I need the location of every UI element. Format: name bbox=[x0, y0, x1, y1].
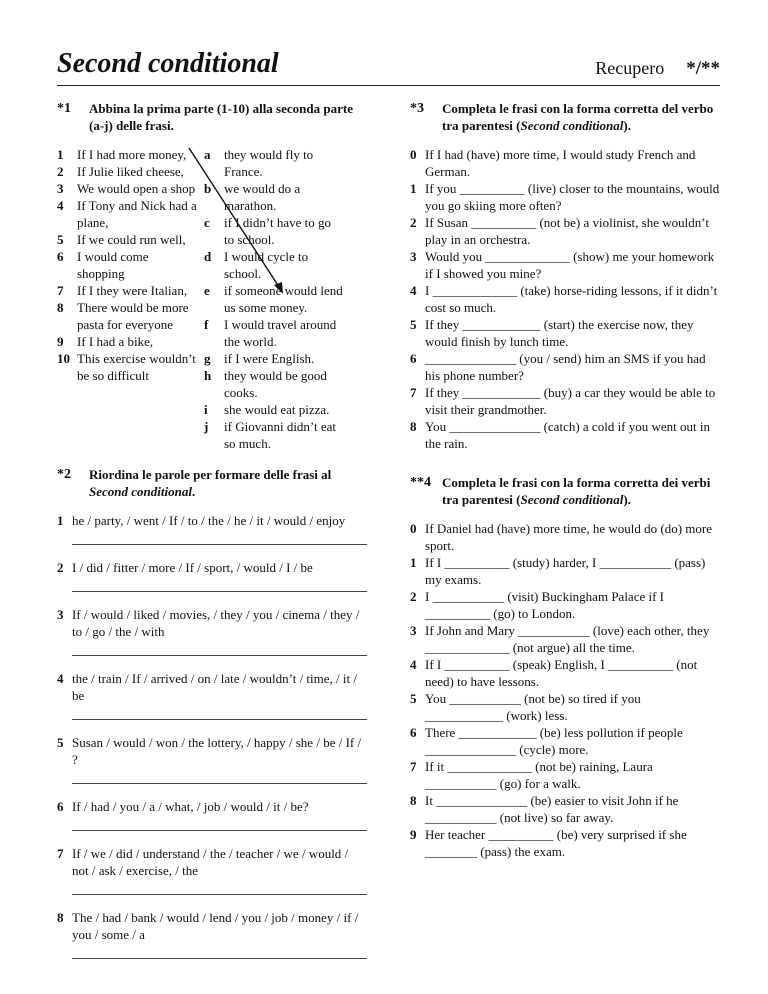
item-number: 9 bbox=[57, 334, 64, 349]
item-number: 10 bbox=[57, 351, 70, 366]
list-item bbox=[57, 146, 199, 163]
list-item bbox=[204, 367, 344, 401]
ex4-heading bbox=[410, 474, 720, 508]
item-number: f bbox=[204, 317, 209, 332]
item-number: a bbox=[204, 147, 211, 162]
list-item bbox=[204, 282, 344, 316]
item-text: Susan / would / won / the lottery, / happy / she / be / If / ? bbox=[72, 735, 362, 767]
list-item bbox=[57, 559, 367, 576]
item-number: 3 bbox=[57, 607, 64, 622]
list-item bbox=[410, 758, 720, 792]
item-text: If / would / liked / movies, / they / you / cinema / they / to / go / the / with bbox=[72, 607, 360, 639]
list-item bbox=[204, 350, 344, 367]
item-text: If / had / you / a / what, / job / would / it / be? bbox=[72, 799, 309, 814]
list-item bbox=[410, 146, 720, 180]
item-text: he / party, / went / If / to / the / he / it / would / enjoy bbox=[72, 513, 346, 528]
ex1-first-parts bbox=[57, 146, 199, 384]
item-text: I _____________ (take) horse-riding lessons, if it didn’t cost so much. bbox=[425, 283, 718, 315]
item-text: If Tony and Nick had a plane, bbox=[77, 198, 197, 230]
list-item bbox=[57, 845, 367, 879]
list-item bbox=[410, 554, 720, 588]
item-number: 2 bbox=[410, 589, 417, 604]
ex4-items bbox=[410, 520, 720, 860]
item-number: h bbox=[204, 368, 212, 383]
ex1-second-parts bbox=[204, 146, 344, 452]
list-item bbox=[57, 512, 367, 529]
answer-line[interactable] bbox=[72, 640, 367, 656]
item-number: 9 bbox=[410, 827, 417, 842]
list-item bbox=[410, 520, 720, 554]
item-number: 0 bbox=[410, 521, 417, 536]
ex1-matching bbox=[57, 146, 367, 451]
list-item bbox=[57, 350, 199, 384]
item-text: if I didn’t have to go to school. bbox=[224, 215, 331, 247]
list-item bbox=[410, 724, 720, 758]
ex3-number: *3 bbox=[410, 101, 424, 116]
list-item bbox=[204, 401, 344, 418]
ex4-instruction: Completa le frasi con la forma corretta dei verbi tra parentesi ( bbox=[442, 475, 711, 507]
item-text: I would travel around the world. bbox=[224, 317, 337, 349]
ex1-instruction: Abbina la prima parte (1-10) alla seconda parte (a-j) delle frasi. bbox=[89, 101, 353, 133]
item-text: she would eat pizza. bbox=[224, 402, 330, 417]
item-number: 2 bbox=[410, 215, 417, 230]
list-item bbox=[410, 180, 720, 214]
list-item bbox=[410, 588, 720, 622]
item-number: c bbox=[204, 215, 210, 230]
item-number: 8 bbox=[410, 793, 417, 808]
item-number: 8 bbox=[57, 910, 64, 925]
item-text: If you __________ (live) closer to the mountains, would you go skiing more often? bbox=[425, 181, 720, 213]
list-item bbox=[57, 734, 367, 768]
answer-line[interactable] bbox=[72, 768, 367, 784]
item-text: they would fly to France. bbox=[224, 147, 314, 179]
list-item bbox=[57, 606, 367, 640]
item-number: i bbox=[204, 402, 208, 417]
item-text: If it _____________ (not be) raining, Laura ___________ (go) for a walk. bbox=[425, 759, 653, 791]
difficulty-stars: */** bbox=[686, 58, 720, 79]
ex2-number: *2 bbox=[57, 467, 71, 482]
ex4-instruction-emph: Second conditional bbox=[520, 492, 624, 507]
item-number: 1 bbox=[57, 147, 64, 162]
list-item bbox=[410, 690, 720, 724]
answer-line[interactable] bbox=[72, 943, 367, 959]
ex3-instruction-emph: Second conditional bbox=[520, 118, 624, 133]
item-number: e bbox=[204, 283, 210, 298]
page-level bbox=[595, 58, 720, 80]
item-text: If Julie liked cheese, bbox=[77, 164, 184, 179]
item-number: 8 bbox=[57, 300, 64, 315]
item-text: If we could run well, bbox=[77, 232, 186, 247]
list-item bbox=[204, 248, 344, 282]
item-text: If I __________ (study) harder, I ___________ (pass) my exams. bbox=[425, 555, 706, 587]
item-number: 5 bbox=[57, 735, 64, 750]
item-text: Would you _____________ (show) me your homework if I showed you mine? bbox=[425, 249, 715, 281]
header-divider bbox=[57, 85, 720, 86]
ex4-instruction-end: ). bbox=[623, 492, 631, 507]
page-title: Second conditional bbox=[57, 48, 279, 79]
item-text: if I were English. bbox=[224, 351, 315, 366]
item-number: 5 bbox=[410, 317, 417, 332]
list-item bbox=[410, 316, 720, 350]
list-item bbox=[410, 214, 720, 248]
item-number: 2 bbox=[57, 164, 64, 179]
item-text: You ______________ (catch) a cold if you went out in the rain. bbox=[425, 419, 711, 451]
list-item bbox=[410, 656, 720, 690]
item-text: I would come shopping bbox=[77, 249, 149, 281]
list-item bbox=[410, 248, 720, 282]
list-item bbox=[57, 197, 199, 231]
list-item bbox=[410, 282, 720, 316]
ex2-instruction-emph: Second conditional bbox=[89, 484, 192, 499]
item-text: If they ____________ (start) the exercise now, they would finish by lunch time. bbox=[425, 317, 694, 349]
answer-line[interactable] bbox=[72, 879, 367, 895]
item-number: 4 bbox=[410, 283, 417, 298]
ex1-number: *1 bbox=[57, 101, 71, 116]
ex1-heading bbox=[57, 100, 367, 134]
answer-line[interactable] bbox=[72, 576, 367, 592]
item-number: 7 bbox=[57, 846, 64, 861]
list-item bbox=[410, 350, 720, 384]
item-number: 1 bbox=[410, 181, 417, 196]
item-text: they would be good cooks. bbox=[224, 368, 327, 400]
item-number: 1 bbox=[57, 513, 64, 528]
item-text: It ______________ (be) easier to visit John if he ___________ (not live) so far away. bbox=[425, 793, 679, 825]
item-number: 8 bbox=[410, 419, 417, 434]
item-number: 6 bbox=[410, 725, 417, 740]
item-number: j bbox=[204, 419, 209, 434]
item-text: I / did / fitter / more / If / sport, / would / I / be bbox=[72, 560, 313, 575]
list-item bbox=[57, 231, 199, 248]
list-item bbox=[57, 333, 199, 350]
item-number: 4 bbox=[57, 671, 64, 686]
item-text: if Giovanni didn’t eat so much. bbox=[224, 419, 337, 451]
item-number: 0 bbox=[410, 147, 417, 162]
item-number: 5 bbox=[57, 232, 64, 247]
item-number: 6 bbox=[410, 351, 417, 366]
item-number: 3 bbox=[410, 249, 417, 264]
list-item bbox=[57, 180, 199, 197]
item-text: Her teacher __________ (be) very surprised if she ________ (pass) the exam. bbox=[425, 827, 687, 859]
left-column bbox=[57, 100, 367, 973]
item-text: If / we / did / understand / the / teacher / we / would / not / ask / exercise, / the bbox=[72, 846, 349, 878]
item-number: 3 bbox=[57, 181, 64, 196]
item-number: 2 bbox=[57, 560, 64, 575]
item-number: 4 bbox=[57, 198, 64, 213]
item-number: b bbox=[204, 181, 212, 196]
item-text: I would cycle to school. bbox=[224, 249, 309, 281]
list-item bbox=[57, 670, 367, 704]
item-number: g bbox=[204, 351, 211, 366]
item-text: There would be more pasta for everyone bbox=[77, 300, 189, 332]
item-number: 7 bbox=[57, 283, 64, 298]
ex3-items bbox=[410, 146, 720, 452]
list-item bbox=[204, 146, 344, 180]
item-text: we would do a marathon. bbox=[224, 181, 301, 213]
item-text: This exercise wouldn’t be so difficult bbox=[77, 351, 196, 383]
answer-line[interactable] bbox=[72, 529, 367, 545]
item-number: 7 bbox=[410, 759, 417, 774]
list-item bbox=[204, 316, 344, 350]
answer-line[interactable] bbox=[72, 704, 367, 720]
list-item bbox=[204, 180, 344, 214]
item-number: 4 bbox=[410, 657, 417, 672]
item-text: If I had a bike, bbox=[77, 334, 154, 349]
item-text: There ____________ (be) less pollution if people ______________ (cycle) more. bbox=[425, 725, 683, 757]
list-item bbox=[410, 384, 720, 418]
list-item bbox=[204, 418, 344, 452]
item-text: We would open a shop bbox=[77, 181, 196, 196]
ex2-items bbox=[57, 512, 367, 959]
item-number: 5 bbox=[410, 691, 417, 706]
item-text: I ___________ (visit) Buckingham Palace if I __________ (go) to London. bbox=[425, 589, 665, 621]
answer-line[interactable] bbox=[72, 815, 367, 831]
ex2-heading bbox=[57, 466, 367, 500]
item-text: You ___________ (not be) so tired if you ____________ (work) less. bbox=[425, 691, 641, 723]
item-text: if someone would lend us some money. bbox=[224, 283, 343, 315]
item-text: If I they were Italian, bbox=[77, 283, 188, 298]
ex4-number: **4 bbox=[410, 475, 431, 490]
item-text: If I had (have) more time, I would study French and German. bbox=[425, 147, 696, 179]
ex3-instruction-end: ). bbox=[623, 118, 631, 133]
item-text: If I __________ (speak) English, I __________ (not need) to have lessons. bbox=[425, 657, 698, 689]
item-text: If they ____________ (buy) a car they would be able to visit their grandmother. bbox=[425, 385, 716, 417]
item-text: If Daniel had (have) more time, he would do (do) more sport. bbox=[425, 521, 712, 553]
list-item bbox=[204, 214, 344, 248]
list-item bbox=[410, 826, 720, 860]
item-number: 3 bbox=[410, 623, 417, 638]
list-item bbox=[57, 798, 367, 815]
ex2-instruction: Riordina le parole per formare delle frasi al bbox=[89, 467, 332, 482]
item-number: d bbox=[204, 249, 212, 264]
list-item bbox=[410, 792, 720, 826]
list-item bbox=[57, 248, 199, 282]
list-item bbox=[57, 282, 199, 299]
list-item bbox=[57, 163, 199, 180]
ex2-instruction-end: . bbox=[191, 484, 196, 499]
item-text: ______________ (you / send) him an SMS if you had his phone number? bbox=[425, 351, 706, 383]
item-text: The / had / bank / would / lend / you / job / money / if / you / some / a bbox=[72, 910, 359, 942]
list-item bbox=[57, 909, 367, 943]
level-label: Recupero bbox=[595, 58, 665, 78]
right-column bbox=[410, 100, 720, 860]
list-item bbox=[57, 299, 199, 333]
item-number: 1 bbox=[410, 555, 417, 570]
ex3-heading bbox=[410, 100, 720, 134]
item-number: 6 bbox=[57, 249, 64, 264]
item-number: 6 bbox=[57, 799, 64, 814]
item-text: If I had more money, bbox=[77, 147, 187, 162]
list-item bbox=[410, 622, 720, 656]
list-item bbox=[410, 418, 720, 452]
item-text: If Susan __________ (not be) a violinist, she wouldn’t play in an orchestra. bbox=[425, 215, 709, 247]
item-number: 7 bbox=[410, 385, 417, 400]
item-text: If John and Mary ___________ (love) each other, they _____________ (not argue) all the time. bbox=[425, 623, 710, 655]
item-text: the / train / If / arrived / on / late / wouldn’t / time, / it / be bbox=[72, 671, 357, 703]
ex3-instruction: Completa le frasi con la forma corretta del verbo tra parentesi ( bbox=[442, 101, 714, 133]
